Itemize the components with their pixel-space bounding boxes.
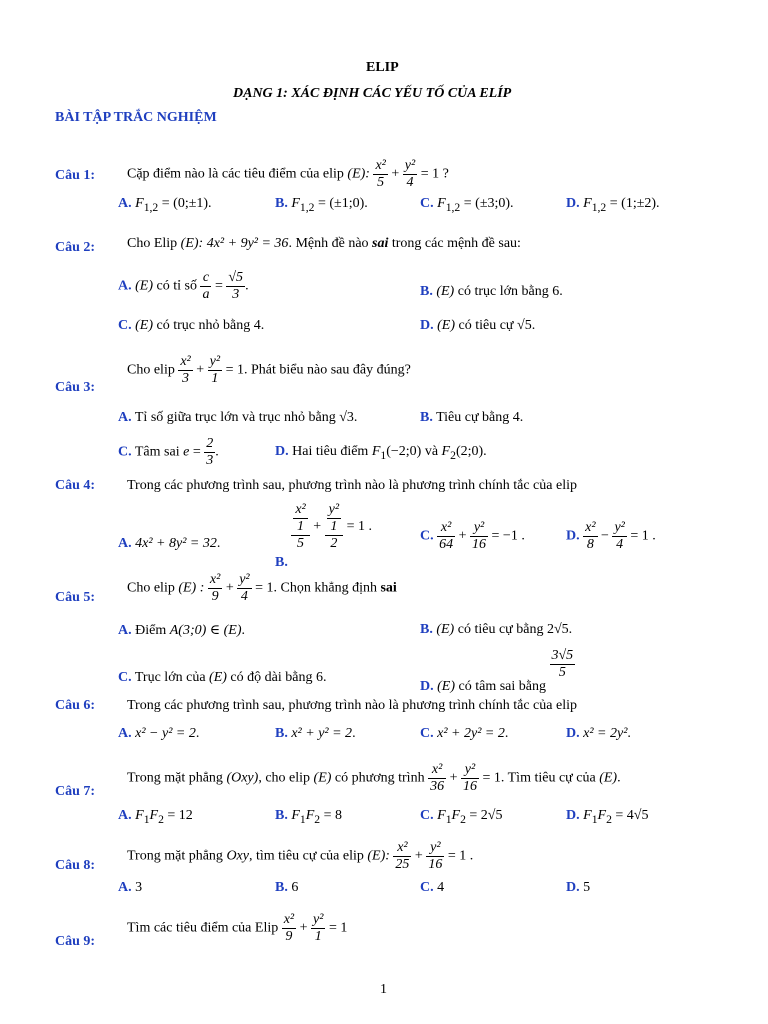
option-d: D. 5 <box>566 880 591 895</box>
option-d: D. (E) có tiêu cự √5. <box>420 318 536 333</box>
question-label: Câu 9: <box>55 934 96 949</box>
page-number: 1 <box>380 982 387 997</box>
option-d: D. Hai tiêu điểm $F_1(-2;0)$ và $F_2(2;0)$. <box>275 444 487 462</box>
option-c: C. (E) có trục nhỏ bằng 4. <box>118 318 265 333</box>
option-d: D. $F_1F_2 = 4√5$ <box>566 808 649 826</box>
option-d: D. $\frac{\text{x²}}{8}$ − $\frac{\text{y²}}{4}$ = 1 . <box>566 520 656 552</box>
question-label: Câu 6: <box>55 698 96 713</box>
question-text: Cặp điểm nào là các tiêu điểm của elip (E): $\frac{\text{x²}}{5}$ + $\frac{\text{y²}}{4}$ = 1 ? <box>127 158 449 190</box>
question-label: Câu 5: <box>55 590 96 605</box>
option-a: A. Tỉ số giữa trục lớn và trục nhỏ bằng √3. <box>118 410 358 425</box>
question-text: Trong các phương trình sau, phương trình nào là phương trình chính tắc của elip <box>127 698 577 713</box>
question-label: Câu 3: <box>55 380 96 395</box>
option-a: A. 3 <box>118 880 143 895</box>
option-c: C. x² + 2y² = 2. <box>420 726 509 741</box>
option-b: B. x² + y² = 2. <box>275 726 356 741</box>
option-b: B. 6 <box>275 880 299 895</box>
question-text: Cho elip $\frac{\text{x²}}{3}$ + $\frac{\text{y²}}{1}$ = 1. Phát biểu nào sau đây đúng? <box>127 354 411 386</box>
option-c: C. Tâm sai e = $\frac{2}{3}$ . <box>118 436 219 468</box>
option-d: D. x² = 2y². <box>566 726 631 741</box>
option-a: A. Điểm A(3;0) ∈ (E). <box>118 623 246 638</box>
option-c: C. $F_1F_2 = 2√5$ <box>420 808 503 826</box>
section-heading: BÀI TẬP TRẮC NGHIỆM <box>55 110 217 125</box>
option-c: C. $F_{1,2}$ = (±3;0). <box>420 196 514 214</box>
option-b: B. (E) có tiêu cự bằng 2√5. <box>420 622 573 637</box>
option-a: A. (E) có tỉ số $\frac{c}{a}$ = $\frac{√5}{3}$ . <box>118 270 249 302</box>
option-b: B. $\frac{\frac{\text{x²}}{1}}{5}$ + $\frac{\frac{\text{y²}}{1}}{2}$ = 1 . <box>275 502 372 571</box>
option-b: B. Tiêu cự bằng 4. <box>420 410 524 425</box>
option-a: A. $F_1F_2 = 12$ <box>118 808 193 826</box>
option-b: B. $F_1F_2 = 8$ <box>275 808 343 826</box>
question-label: Câu 8: <box>55 858 96 873</box>
doc-title: ELIP <box>366 60 399 75</box>
question-label: Câu 4: <box>55 478 96 493</box>
question-text: Trong các phương trình sau, phương trình nào là phương trình chính tắc của elip <box>127 478 577 493</box>
question-text: Trong mặt phẳng (Oxy), cho elip (E) có phương trình $\frac{\text{x²}}{36}$ + $\frac{\text{y²}}{16}$ = 1. Tìm tiêu cự của (E). <box>127 762 621 794</box>
option-a: A. x² − y² = 2. <box>118 726 200 741</box>
question-text: Trong mặt phẳng Oxy, tìm tiêu cự của elip (E): $\frac{\text{x²}}{25}$ + $\frac{\text{y²}}{16}$ = 1 . <box>127 840 474 872</box>
question-text: Cho Elip (E): 4x² + 9y² = 36. Mệnh đề nào sai trong các mệnh đề sau: <box>127 236 521 251</box>
option-b: B. (E) có trục lớn bằng 6. <box>420 284 563 299</box>
question-label: Câu 2: <box>55 240 96 255</box>
question-label: Câu 7: <box>55 784 96 799</box>
option-d: D. (E) có tâm sai bằng $\frac{3√5}{5}$ <box>420 648 574 694</box>
option-a: A. 4x² + 8y² = 32. <box>118 536 221 551</box>
doc-subtitle: DẠNG 1: XÁC ĐỊNH CÁC YẾU TỐ CỦA ELÍP <box>233 86 512 101</box>
option-b: B. $F_{1,2}$ = (±1;0). <box>275 196 368 214</box>
option-c: C. $\frac{\text{x²}}{64}$ + $\frac{\text{y²}}{16}$ = −1 . <box>420 520 525 552</box>
question-text: Tìm các tiêu điểm của Elip $\frac{\text{x²}}{9}$ + $\frac{\text{y²}}{1}$ = 1 <box>127 912 348 944</box>
question-label: Câu 1: <box>55 168 96 183</box>
option-d: D. $F_{1,2}$ = (1;±2). <box>566 196 660 214</box>
option-a: A. $F_{1,2}$ = (0;±1). <box>118 196 212 214</box>
question-text: Cho elip (E) : $\frac{\text{x²}}{9}$ + $\frac{\text{y²}}{4}$ = 1. Chọn khẳng định sai <box>127 572 397 604</box>
option-c: C. Trục lớn của (E) có độ dài bằng 6. <box>118 670 327 685</box>
option-c: C. 4 <box>420 880 445 895</box>
